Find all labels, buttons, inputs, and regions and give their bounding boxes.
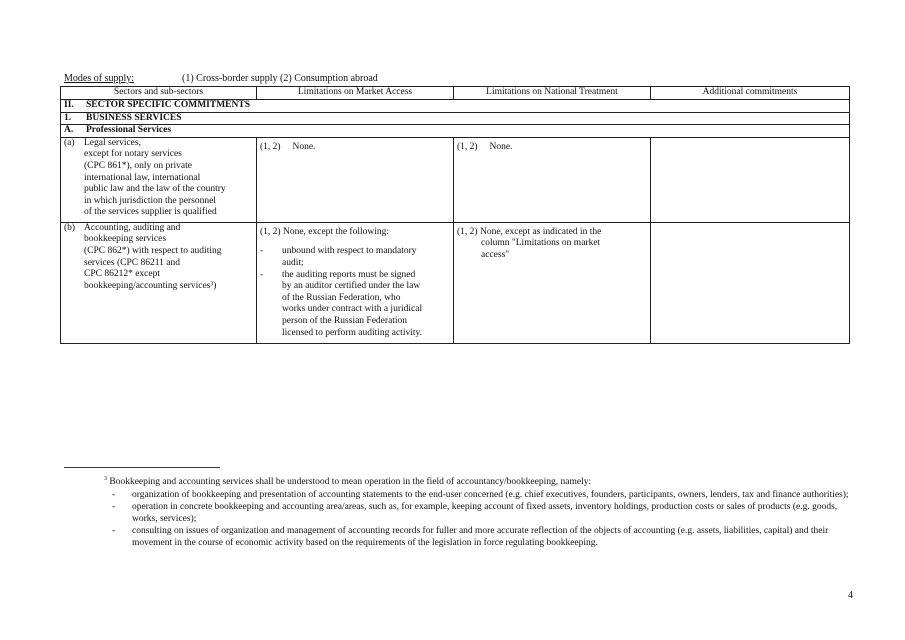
national-treatment-cell [454, 137, 651, 222]
sector-line: Accounting, auditing and [84, 222, 181, 233]
national-treatment-line: column "Limitations on market [481, 238, 601, 249]
modes-of-supply [64, 73, 378, 84]
national-treatment-text [457, 223, 647, 262]
dash-bullet: - [260, 269, 264, 280]
additional-cell [651, 137, 850, 222]
footnote-item-text: consulting on issues of organization and management of accounting records for fuller and more accurate reflection of the objects of accounting (e.g. assets, liabilities, capital) and their movement in the course of economic activity based on the requirements of the legislation in force regulating bookkeeping. [132, 526, 829, 548]
sector-line: public law and the law of the country [84, 184, 226, 195]
header-additional: Additional commitments [651, 87, 850, 100]
sector-code: (b) [64, 222, 76, 233]
sector-line: bookkeeping services [84, 234, 167, 245]
sector-line: in which jurisdiction the personnel [84, 195, 216, 206]
sector-cell [61, 222, 257, 343]
header-national-treatment: Limitations on National Treatment [454, 87, 651, 100]
limitation-line: unbound with respect to mandatory [282, 246, 417, 257]
additional-cell [651, 222, 850, 343]
national-treatment-cell [454, 222, 651, 343]
sector-line: Legal services, [84, 137, 141, 148]
schedule-table [60, 86, 850, 344]
footnote-intro-text: Bookkeeping and accounting services shall be understood to mean operation in the field of accountancy/bookkeeping, namely: [109, 477, 592, 488]
modes-label: Modes of supply: [64, 73, 134, 84]
section-row [61, 125, 850, 138]
limitation-item [260, 270, 450, 340]
footnote [104, 474, 856, 549]
dash-bullet: - [112, 489, 116, 500]
footnote-intro [104, 474, 856, 489]
limitation-line: licensed to perform auditing activity. [282, 327, 422, 338]
sector-code: (a) [64, 137, 75, 148]
national-treatment-line: access" [481, 249, 510, 260]
section-title: BUSINESS SERVICES [86, 112, 182, 123]
table-row [61, 137, 850, 222]
sector-line: (CPC 861*), only on private [84, 160, 192, 171]
market-access-text: (1, 2) None. [260, 141, 316, 152]
footnote-marker: 3 [104, 476, 107, 482]
section-row [61, 100, 850, 113]
section-number: A. [64, 125, 74, 136]
sector-line: CPC 86212* except [84, 269, 160, 280]
footnote-item [104, 526, 856, 549]
limitation-line: of the Russian Federation, who [282, 292, 401, 303]
sector-line: except for notary services [84, 149, 182, 160]
header-row [61, 87, 850, 100]
footnote-item [104, 502, 856, 525]
section-title: Professional Services [86, 125, 172, 136]
sector-line: services (CPC 86211 and [84, 257, 180, 268]
limitation-line: works under contract with a juridical [282, 304, 423, 315]
market-access-cell [257, 222, 454, 343]
footnote-item-text: organization of bookkeeping and presentation of accounting statements to the end-user concerned (e.g. chief executives, founders, participants, owners, lenders, tax and finance authorities); [132, 489, 849, 500]
dash-bullet: - [112, 502, 116, 513]
limitation-text [282, 270, 422, 340]
national-treatment-text: (1, 2) None. [457, 141, 513, 152]
sector-line: (CPC 862*) with respect to auditing [84, 245, 222, 256]
header-sectors: Sectors and sub-sectors [61, 87, 257, 100]
market-access-intro: (1, 2) None, except the following: [260, 226, 390, 237]
section-title: SECTOR SPECIFIC COMMITMENTS [86, 100, 250, 110]
dash-bullet: - [112, 526, 116, 537]
sector-line: international law, international [84, 172, 201, 183]
page-number: 4 [848, 590, 853, 601]
national-treatment-line: (1, 2) None, except as indicated in the [457, 226, 602, 237]
footnote-item-text: operation in concrete bookkeeping and accounting area/areas, such as, for example, keeping account of fixed assets, inventory holdings, production costs or sales of products (e.g. goods, works, services); [132, 502, 838, 524]
sector-line: of the services supplier is qualified [84, 207, 217, 218]
limitation-text [282, 246, 417, 269]
limitation-line: the auditing reports must be signed [282, 269, 416, 280]
limitation-line: audit; [282, 257, 304, 268]
table-row [61, 222, 850, 343]
section-row [61, 112, 850, 125]
header-market-access: Limitations on Market Access [257, 87, 454, 100]
sector-description [84, 138, 244, 219]
limitation-line: person of the Russian Federation [282, 315, 408, 326]
footnote-item [104, 490, 856, 502]
market-access-cell [257, 137, 454, 222]
section-number: II. [64, 100, 74, 110]
sector-line: bookkeeping/accounting services³) [84, 280, 217, 291]
limitation-line: by an auditor certified under the law [282, 281, 421, 292]
footnote-separator [64, 467, 220, 468]
modes-value: (1) Cross-border supply (2) Consumption abroad [182, 73, 378, 84]
dash-bullet: - [260, 246, 264, 257]
section-number: 1. [64, 112, 72, 123]
sector-description [84, 223, 244, 293]
sector-cell [61, 137, 257, 222]
limitation-item [260, 246, 450, 269]
